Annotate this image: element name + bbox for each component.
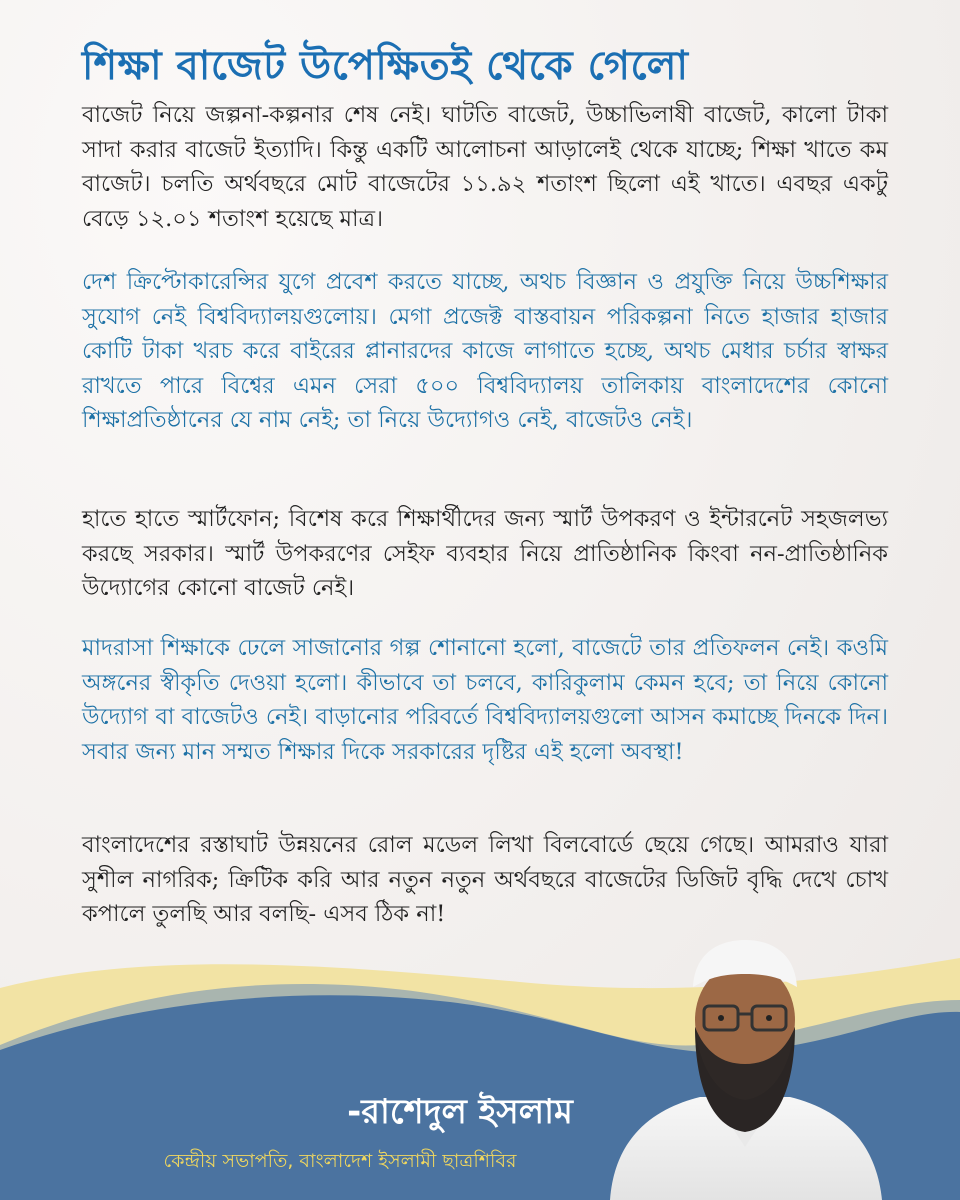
author-name: -রাশেদুল ইসলাম (347, 1092, 573, 1132)
paragraph-budget-intro: বাজেট নিয়ে জল্পনা-কল্পনার শেষ নেই। ঘাটতি বাজেট, উচ্চাভিলাষী বাজেট, কালো টাকা সাদা করার বাজেট ইত্যাদি। কিন্তু একটি আলোচনা আড়ালেই থেকে যাচ্ছে; শিক্ষা খাতে কম বাজেট। চলতি অর্থবছরে মোট বাজেটের ১১.৯২ শতাংশ ছিলো এই খাতে। এবছর একটু বেড়ে ১২.০১ শতাংশ হয়েছে মাত্র। (82, 102, 888, 232)
paragraph-development: বাংলাদেশের রস্তাঘাট উন্নয়নের রোল মডেল লিখা বিলবোর্ডে ছেয়ে গেছে। আমরাও যারা সুশীল নাগরিক; ক্রিটিক করি আর নতুন নতুন অর্থবছরে বাজেটের ডিজিট বৃদ্ধি দেখে চোখ কপালে তুলছি আর বলছি- এসব ঠিক না! (82, 832, 888, 928)
paragraph-smartphone: হাতে হাতে স্মার্টফোন; বিশেষ করে শিক্ষার্থীদের জন্য স্মার্ট উপকরণ ও ইন্টারনেট সহজলভ্য করছে সরকার। স্মার্ট উপকরণের সেইফ ব্যবহার নিয়ে প্রাতিষ্ঠানিক কিংবা নন-প্রাতিষ্ঠানিক উদ্যোগের কোনো বাজেট নেই। (82, 506, 888, 602)
paragraph-higher-education: দেশ ক্রিপ্টোকারেন্সির যুগে প্রবেশ করতে যাচ্ছে, অথচ বিজ্ঞান ও প্রযুক্তি নিয়ে উচ্চশিক্ষার সুযোগ নেই বিশ্ববিদ্যালয়গুলোয়। মেগা প্রজেক্ট বাস্তবায়ন পরিকল্পনা নিতে হাজার হাজার কোটি টাকা খরচ করে বাইরের প্লানারদের কাজে লাগাতে হচ্ছে, অথচ মেধার চর্চার স্বাক্ষর রাখতে পারে বিশ্বের এমন সেরা ৫০০ বিশ্ববিদ্যালয় তালিকায় বাংলাদেশের কোনো শিক্ষাপ্রতিষ্ঠানের যে নাম নেই; তা নিয়ে উদ্যোগও নেই, বাজেটও নেই। (82, 269, 888, 434)
author-portrait (600, 932, 890, 1200)
paragraph-madrasa: মাদরাসা শিক্ষাকে ঢেলে সাজানোর গল্প শোনানো হলো, বাজেটে তার প্রতিফলন নেই। কওমি অঙ্গনের স্বীকৃতি দেওয়া হলো। কীভাবে তা চলবে, কারিকুলাম কেমন হবে; তা নিয়ে কোনো উদ্যোগ বা বাজেটও নেই। বাড়ানোর পরিবর্তে বিশ্ববিদ্যালয়গুলো আসন কমাচ্ছে দিনকে দিন। সবার জন্য মান সম্মত শিক্ষার দিকে সরকারের দৃষ্টির এই হলো অবস্থা! (82, 635, 888, 765)
author-title: কেন্দ্রীয় সভাপতি, বাংলাদেশ ইসলামী ছাত্রশিবির (163, 1150, 517, 1172)
headline: শিক্ষা বাজেট উপেক্ষিতই থেকে গেলো (82, 43, 689, 89)
